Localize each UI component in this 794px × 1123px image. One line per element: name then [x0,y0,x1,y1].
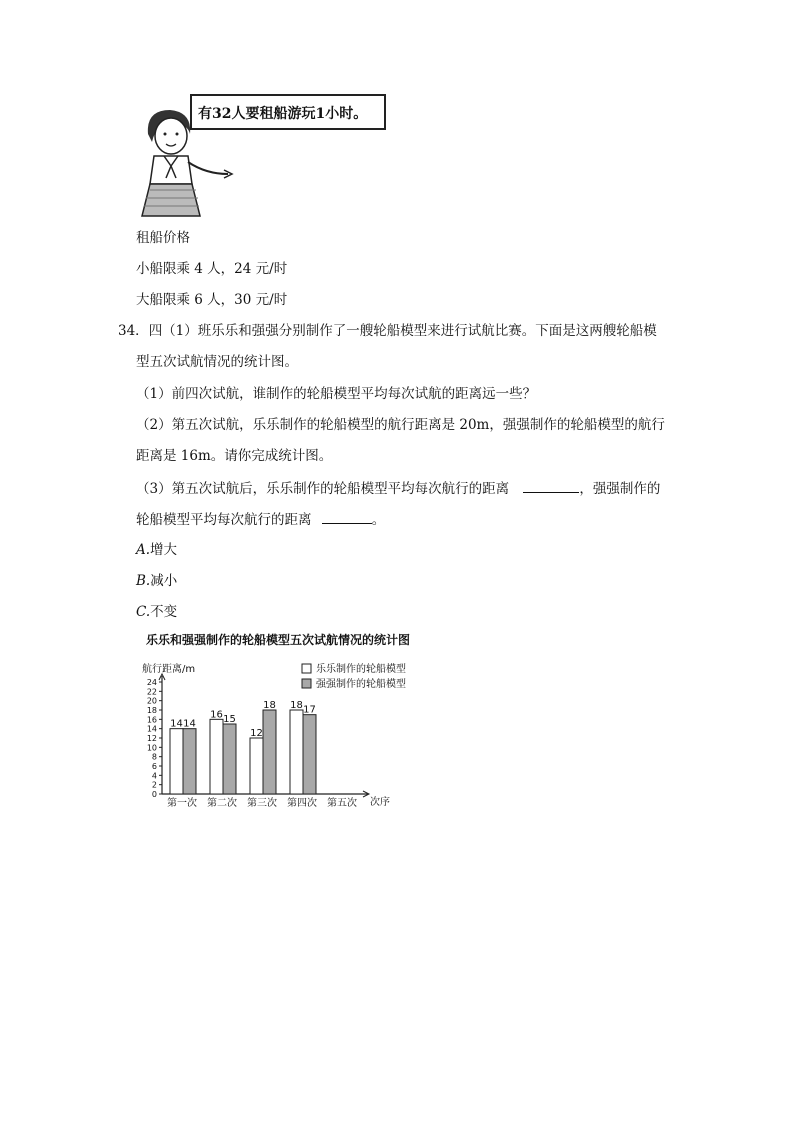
boat-trial-chart [140,628,480,813]
bar-lele [250,738,263,794]
y-tick-label: 10 [146,743,157,753]
y-tick-label: 24 [146,678,157,687]
chart-x-axis-label: 次序 [370,797,390,808]
bar-qiangqiang [183,729,196,794]
bar-value-label: 18 [290,700,303,711]
y-tick-label: 22 [146,687,157,697]
option-c-letter: C. [136,604,151,620]
y-tick-label: 0 [151,790,157,799]
bar-value-label: 14 [183,718,196,730]
question-stem-line2: 型五次试航情况的统计图。 [136,354,298,370]
question-number: 34． [118,323,149,339]
question-stem-text: 四（1）班乐乐和强强分别制作了一艘轮船模型来进行试航比赛。下面是这两艘轮船模 [148,323,657,339]
bar-value-label: 18 [263,700,276,711]
x-tick-label: 第一次 [167,798,197,809]
y-tick-label: 16 [146,715,157,725]
option-c[interactable] [136,602,177,622]
bar-value-label: 16 [210,709,223,721]
option-c-text: 不变 [150,604,178,620]
bar-value-label: 15 [223,714,236,725]
option-b[interactable] [136,571,177,591]
x-tick-label: 第五次 [327,798,357,809]
part3-line2 [136,509,385,530]
bar-value-label: 17 [303,704,316,716]
y-tick-label: 14 [146,724,157,734]
legend-label-qiangqiang: 强强制作的轮船模型 [316,679,406,690]
bar-qiangqiang [223,724,236,794]
speech-bubble [190,94,386,130]
part2-line1: （2）第五次试航，乐乐制作的轮船模型的航行距离是 20m，强强制作的轮船模型的航行 [136,417,665,433]
part3-text-d: 。 [371,512,386,528]
legend-swatch-qiangqiang [302,679,311,688]
rental-heading: 租船价格 [136,230,190,246]
part1-text: （1）前四次试航，谁制作的轮船模型平均每次试航的距离远一些？ [136,386,537,402]
y-tick-label: 2 [151,780,157,790]
chart-title: 乐乐和强强制作的轮船模型五次试航情况的统计图 [146,633,411,647]
option-b-text: 减小 [150,573,178,589]
y-tick-label: 8 [151,752,157,762]
answer-blank-qiangqiang[interactable] [322,509,372,524]
chart-bars [170,700,316,794]
option-a-text: 增大 [150,542,178,558]
bar-lele [210,719,223,794]
option-b-letter: B. [136,573,151,589]
part3-text-a: （3）第五次试航后，乐乐制作的轮船模型平均每次航行的距离 [136,481,510,497]
speech-text: 有32人要租船游玩1小时。 [198,106,368,122]
x-tick-label: 第三次 [247,798,277,809]
x-tick-label: 第二次 [207,798,237,809]
small-boat-price: 小船限乘 4 人，24 元/时 [136,261,288,277]
bar-value-label: 14 [170,718,183,730]
chart-legend [302,662,406,690]
bar-lele [170,729,183,794]
legend-label-lele: 乐乐制作的轮船模型 [316,664,406,675]
part3-text-b: ，强强制作的 [579,481,661,497]
large-boat-price: 大船限乘 6 人，30 元/时 [136,292,288,308]
part3-text-c: 轮船模型平均每次航行的距离 [136,512,312,528]
y-tick-label: 6 [151,762,157,771]
x-tick-label: 第四次 [287,798,317,809]
bar-qiangqiang [303,715,316,794]
bar-value-label: 12 [250,728,263,739]
part2-line2: 距离是 16m。请你完成统计图。 [136,448,333,464]
chart-y-axis-label: 航行距离/m [142,664,196,675]
answer-blank-lele[interactable] [523,478,579,493]
bar-qiangqiang [263,710,276,794]
option-a[interactable] [136,540,177,560]
bar-lele [290,710,303,794]
question-stem-line1 [118,321,657,341]
y-tick-label: 18 [146,706,157,715]
option-a-letter: A. [136,542,151,558]
y-tick-label: 4 [151,771,157,781]
legend-swatch-lele [302,664,311,673]
y-tick-label: 20 [146,696,157,706]
part3-line1 [136,478,660,499]
y-tick-label: 12 [146,734,157,743]
